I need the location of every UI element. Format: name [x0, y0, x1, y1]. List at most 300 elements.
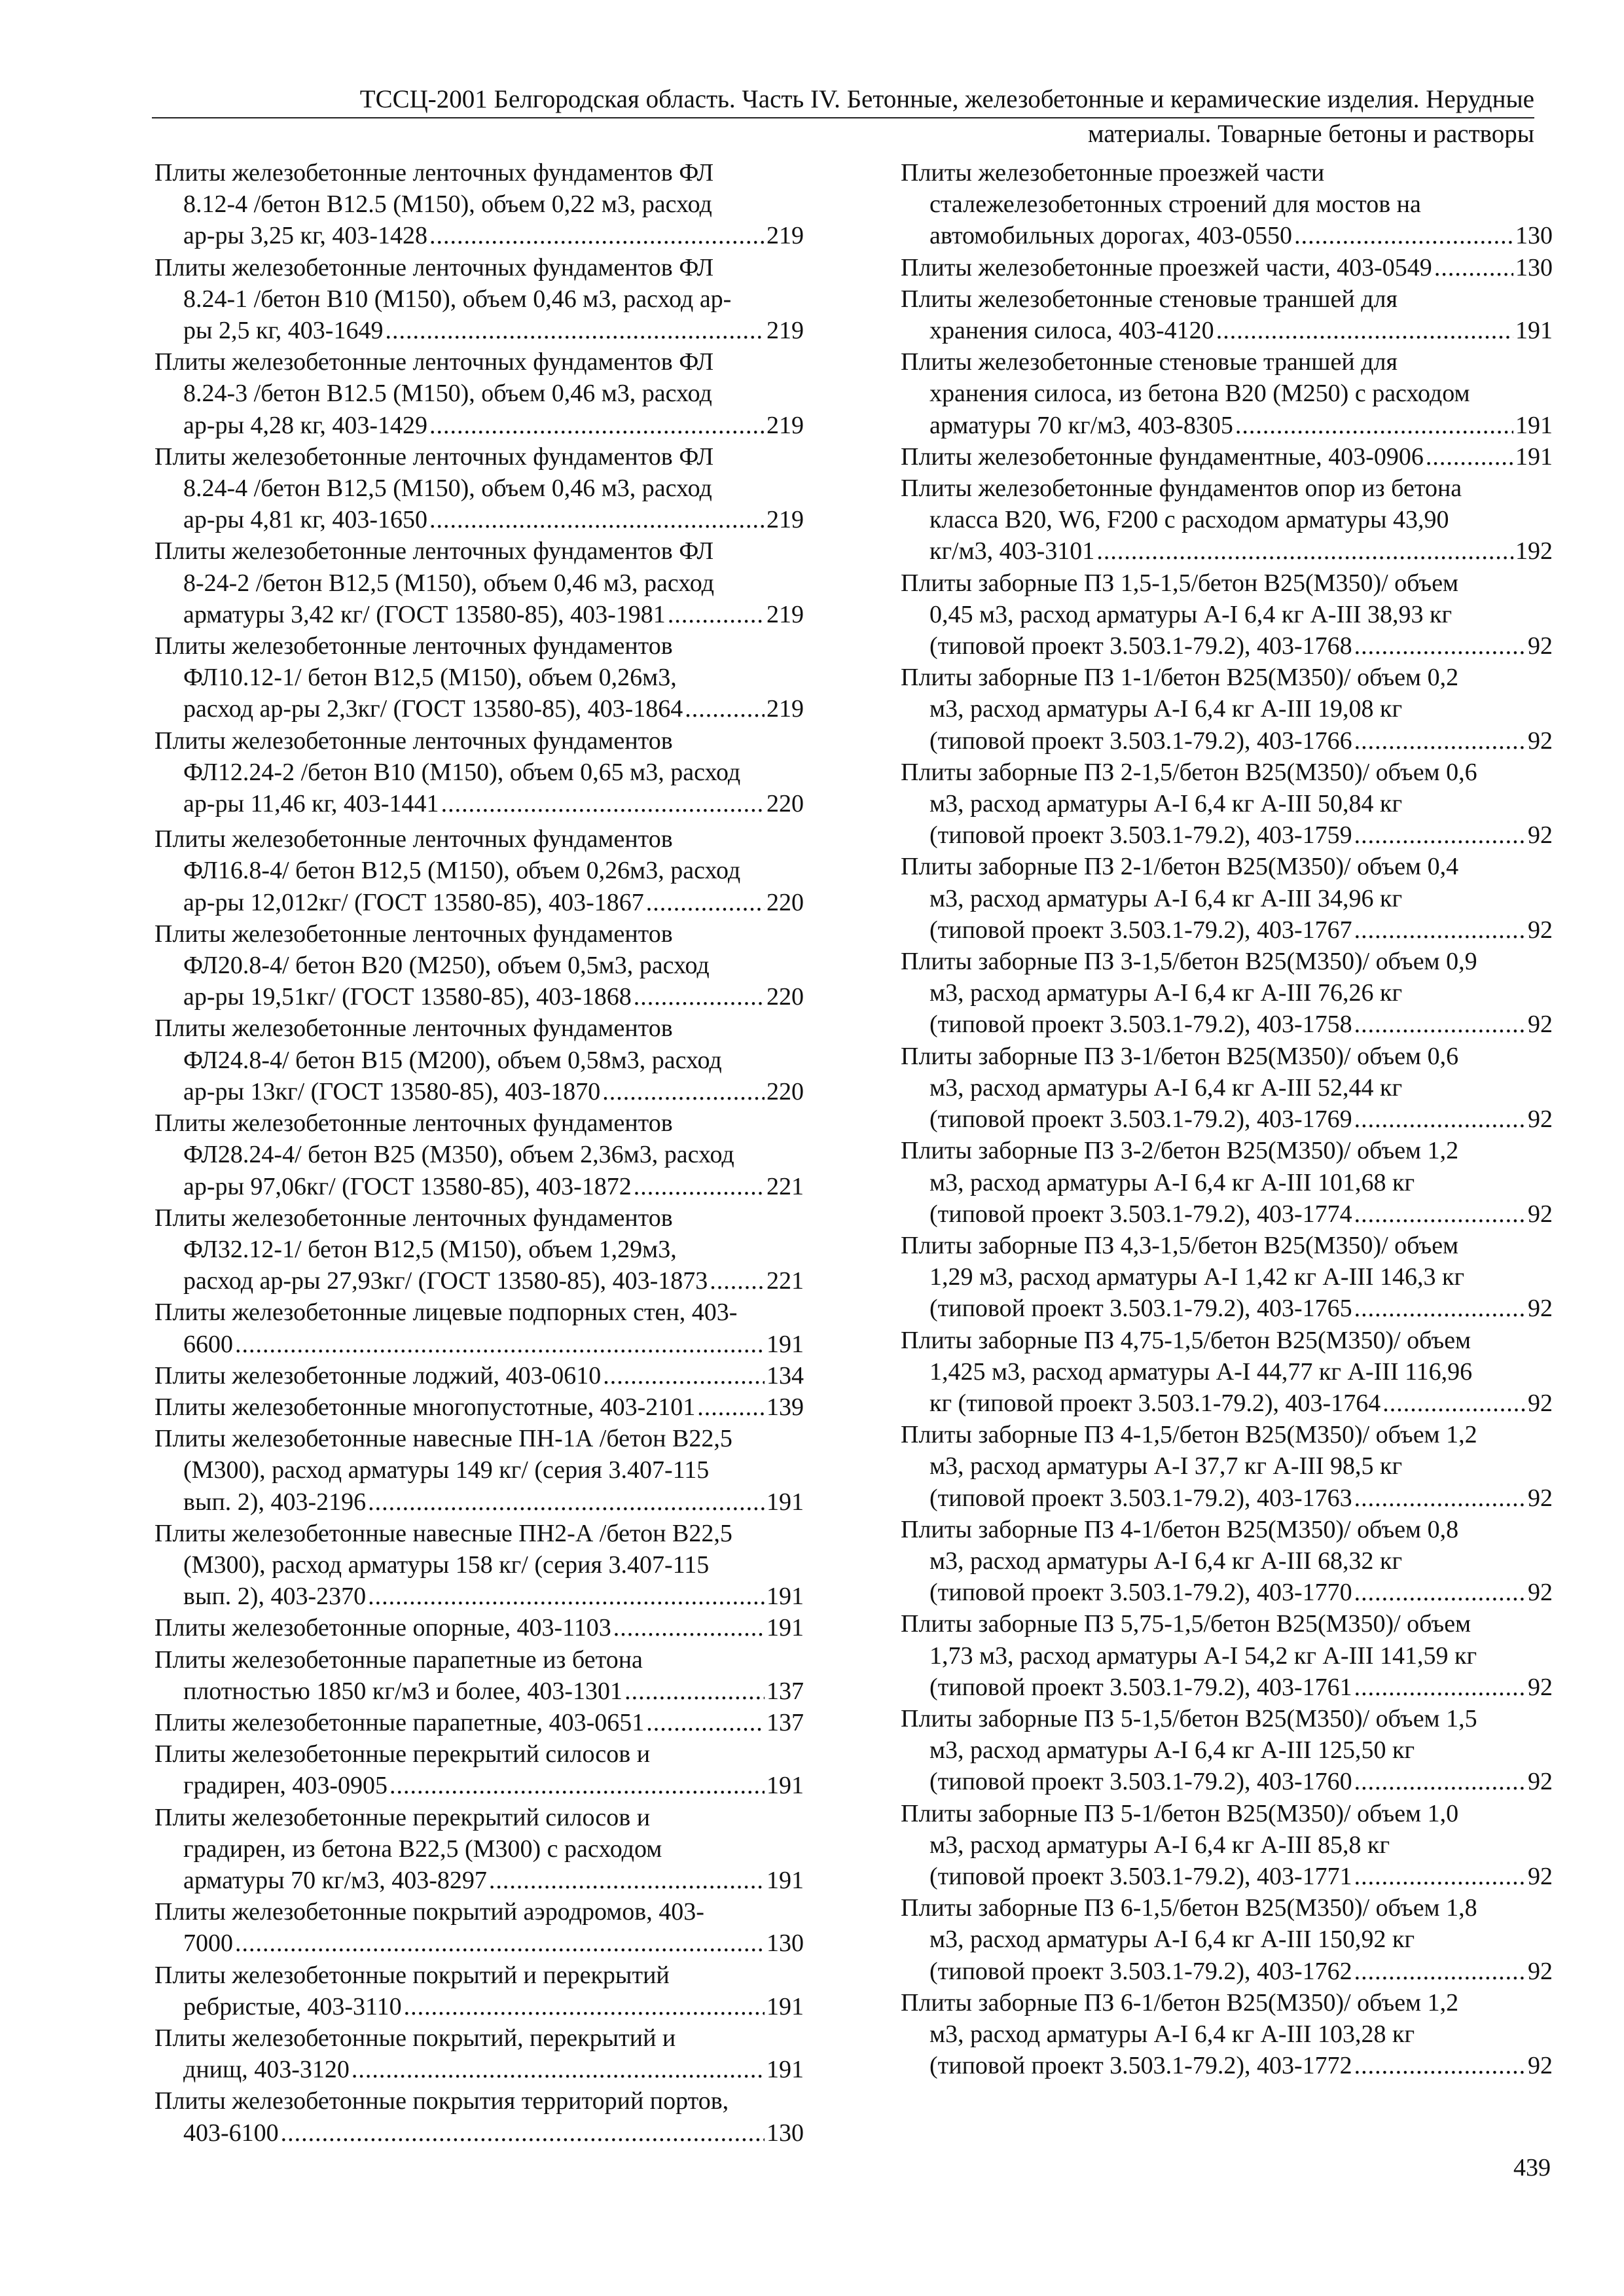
index-entry-line: Плиты железобетонные перекрытий силосов и [154, 1740, 651, 1768]
dot-leader [697, 1391, 765, 1423]
index-entry-line: Плиты железобетонные ленточных фундаментов ФЛ [154, 537, 714, 565]
index-entry-text: ар-ры 12,012кг/ (ГОСТ 13580-85), 403-1867 [183, 888, 644, 916]
index-entry-line: (М300), расход арматуры 158 кг/ (серия 3.407-115 [183, 1551, 710, 1579]
index-entry-text: (типовой проект 3.503.1-79.2), 403-1771 [929, 1862, 1352, 1890]
index-entry-line: Плиты железобетонные ленточных фундаментов [154, 1014, 673, 1043]
index-entry-line [901, 1672, 1553, 1703]
index-entry [154, 1707, 804, 1738]
index-entry [901, 1987, 1553, 2082]
index-entry-text: Плиты железобетонные многопустотные, 403-2101 [154, 1393, 696, 1421]
index-entry-line: Плиты железобетонные стеновые траншей для [901, 285, 1398, 313]
index-entry [901, 946, 1553, 1041]
index-entry [901, 662, 1553, 757]
index-entry [154, 1013, 804, 1107]
index-entry-line [154, 504, 804, 535]
index-entry [901, 441, 1553, 473]
dot-leader [603, 1360, 765, 1391]
index-entry-line [154, 410, 804, 441]
index-entry-line [901, 630, 1553, 662]
index-entry-line: Плиты железобетонные покрытий и перекрытий [154, 1961, 670, 1989]
dot-leader [1216, 315, 1513, 346]
index-entry [901, 1514, 1553, 1609]
index-entry-text: (типовой проект 3.503.1-79.2), 403-1763 [929, 1484, 1352, 1512]
index-entry-text: 403-6100 [183, 2119, 279, 2147]
dot-leader [1354, 630, 1526, 662]
index-entry [901, 757, 1553, 852]
index-entry-line [154, 1581, 804, 1612]
index-entry-line [154, 1865, 804, 1896]
index-page-ref: 137 [767, 1677, 804, 1705]
dot-leader [1354, 914, 1526, 946]
index-entry-text: ар-ры 97,06кг/ (ГОСТ 13580-85), 403-1872 [183, 1172, 632, 1200]
dot-leader [235, 1329, 765, 1360]
index-page-ref: 191 [767, 1866, 804, 1894]
index-entry-line [154, 1265, 804, 1297]
index-entry [154, 1107, 804, 1202]
index-entry-line: м3, расход арматуры А-I 6,4 кг А-III 34,96 кг [929, 884, 1403, 912]
index-entry-line: Плиты заборные ПЗ 4-1,5/бетон В25(М350)/ объем 1,2 [901, 1421, 1477, 1449]
index-page-ref: 92 [1528, 821, 1553, 850]
index-entry-line: Плиты железобетонные покрытий аэродромов, 403- [154, 1898, 704, 1926]
dot-leader [634, 1171, 765, 1202]
index-entry-line: 8.24-4 /бетон В12,5 (М150), объем 0,46 м3, расход [183, 475, 712, 503]
index-entry-line: (М300), расход арматуры 149 кг/ (серия 3.407-115 [183, 1456, 710, 1484]
index-page-ref: 221 [767, 1172, 804, 1200]
dot-leader [1354, 1009, 1526, 1040]
index-entry [154, 1360, 804, 1391]
dot-leader [1354, 2050, 1526, 2081]
dot-leader [1426, 441, 1513, 473]
index-page-ref: 92 [1528, 1389, 1553, 1417]
index-entry [154, 1738, 804, 1801]
index-entry [154, 630, 804, 725]
dot-leader [634, 981, 765, 1013]
index-entry-text: (типовой проект 3.503.1-79.2), 403-1762 [929, 1957, 1352, 1985]
index-page-ref: 92 [1528, 1200, 1553, 1228]
index-entry [901, 567, 1553, 662]
dot-leader [489, 1865, 765, 1896]
index-entry-line: хранения силоса, из бетона В20 (М250) с расходом [929, 380, 1470, 408]
index-entry-text: ар-ры 3,25 кг, 403-1428 [183, 222, 427, 250]
index-page-ref: 130 [767, 1929, 804, 1958]
index-page-ref: 191 [767, 1772, 804, 1800]
index-page-ref: 191 [767, 1992, 804, 2020]
dot-leader [389, 1770, 765, 1801]
index-entry-line [154, 1329, 804, 1360]
index-entry-line: м3, расход арматуры А-I 6,4 кг А-III 50,84 кг [929, 790, 1403, 818]
index-entry [901, 1135, 1553, 1230]
index-entry-line [901, 252, 1553, 283]
index-page-ref: 92 [1528, 1484, 1553, 1512]
index-entry [901, 283, 1553, 346]
index-entry [901, 1703, 1553, 1798]
index-entry-line: м3, расход арматуры А-I 6,4 кг А-III 68,32 кг [929, 1547, 1403, 1575]
index-entry-line: ФЛ20.8-4/ бетон В20 (М250), объем 0,5м3, расход [183, 952, 710, 980]
index-entry [901, 1230, 1553, 1325]
dot-leader [1235, 410, 1513, 441]
index-page-ref: 92 [1528, 726, 1553, 755]
index-entry-text: (типовой проект 3.503.1-79.2), 403-1760 [929, 1768, 1352, 1796]
dot-leader [668, 599, 765, 630]
index-entry-line: сталежелезобетонных строений для мостов на [929, 190, 1421, 219]
index-column-right [901, 157, 1553, 2081]
index-page-ref: 191 [767, 1583, 804, 1611]
index-entry-line [154, 1171, 804, 1202]
index-entry-line: Плиты железобетонные покрытий, перекрытий и [154, 2024, 676, 2052]
index-entry-text: (типовой проект 3.503.1-79.2), 403-1759 [929, 821, 1352, 850]
index-page-ref: 92 [1528, 1105, 1553, 1134]
index-page-ref: 134 [767, 1361, 804, 1390]
index-entry-line [901, 441, 1553, 473]
index-page-ref: 220 [767, 790, 804, 818]
index-entry [154, 1960, 804, 2022]
index-entry-text: расход ар-ры 2,3кг/ (ГОСТ 13580-85), 403-1864 [183, 695, 683, 723]
index-entry [154, 918, 804, 1013]
index-entry-line: Плиты железобетонные фундаментов опор из бетона [901, 475, 1462, 503]
index-page-ref: 139 [767, 1393, 804, 1421]
index-entry-line: 8-24-2 /бетон В12,5 (М150), объем 0,46 м3, расход [183, 569, 714, 597]
index-entry-text: арматуры 3,42 кг/ (ГОСТ 13580-85), 403-1981 [183, 600, 666, 628]
index-entry-line: Плиты заборные ПЗ 1,5-1,5/бетон В25(М350)/ объем [901, 569, 1459, 597]
dot-leader [368, 1581, 765, 1612]
index-entry-line: 1,425 м3, расход арматуры А-I 44,77 кг А-III 116,96 [929, 1357, 1473, 1386]
dot-leader [441, 788, 765, 819]
index-entry-line: Плиты железобетонные навесные ПН-1А /бетон В22,5 [154, 1425, 732, 1453]
index-entry-line [901, 1388, 1553, 1419]
index-entry-line: Плиты заборные ПЗ 3-2/бетон В25(М350)/ объем 1,2 [901, 1137, 1459, 1165]
index-page-ref: 191 [1515, 317, 1553, 345]
index-entry [901, 1325, 1553, 1420]
index-entry-text: кг (типовой проект 3.503.1-79.2), 403-1764 [929, 1389, 1381, 1417]
index-entry-line: Плиты железобетонные ленточных фундаментов ФЛ [154, 159, 714, 187]
dot-leader [1354, 1861, 1526, 1892]
index-entry-text: арматуры 70 кг/м3, 403-8297 [183, 1866, 487, 1894]
index-entry-line: 8.24-3 /бетон В12.5 (М150), объем 0,46 м3, расход [183, 380, 712, 408]
index-entry-line [154, 1076, 804, 1107]
index-entry-line [154, 1707, 804, 1738]
index-entry-line [901, 1198, 1553, 1230]
dot-leader [1294, 220, 1513, 251]
index-entry-line [154, 693, 804, 725]
index-entry-text: Плиты железобетонные лоджий, 403-0610 [154, 1361, 602, 1390]
index-entry-line: 0,45 м3, расход арматуры А-I 6,4 кг А-III 38,93 кг [929, 600, 1453, 628]
index-entry-line: ФЛ10.12-1/ бетон В12,5 (М150), объем 0,26м3, [183, 664, 677, 692]
index-entry-line [901, 1577, 1553, 1608]
index-page-ref: 219 [767, 317, 804, 345]
index-entry-line [901, 1103, 1553, 1135]
index-entry [154, 823, 804, 918]
index-entry-text: ар-ры 13кг/ (ГОСТ 13580-85), 403-1870 [183, 1077, 601, 1105]
index-entry-line: м3, расход арматуры А-I 6,4 кг А-III 150,92 кг [929, 1926, 1415, 1954]
index-page-ref: 191 [1515, 442, 1553, 471]
dot-leader [281, 2117, 765, 2149]
index-page-ref: 219 [767, 506, 804, 534]
index-entry-line [154, 1391, 804, 1423]
index-entry-line: Плиты железобетонные стеновые траншей для [901, 348, 1398, 376]
index-entry-line [901, 1293, 1553, 1324]
index-page-ref: 219 [767, 222, 804, 250]
index-entry-text: 7000 [183, 1929, 233, 1958]
index-entry-line [154, 315, 804, 346]
dot-leader [624, 1676, 765, 1707]
index-entry-line [154, 1991, 804, 2022]
dot-leader [685, 693, 765, 725]
dot-leader [1096, 535, 1513, 567]
index-entry-line: м3, расход арматуры А-I 6,4 кг А-III 125,50 кг [929, 1736, 1415, 1765]
dot-leader [235, 1928, 765, 1959]
index-entry-line: 1,29 м3, расход арматуры А-I 1,42 кг А-III 146,3 кг [929, 1263, 1465, 1291]
index-entry [154, 1802, 804, 1897]
index-entry-line [901, 1482, 1553, 1514]
index-column-left [154, 157, 804, 2149]
index-entry-text: ар-ры 11,46 кг, 403-1441 [183, 790, 439, 818]
index-entry-text: Плиты железобетонные фундаментные, 403-0906 [901, 442, 1424, 471]
index-entry-line: 8.24-1 /бетон В10 (М150), объем 0,46 м3, расход ар- [183, 285, 732, 313]
index-entry-text: (типовой проект 3.503.1-79.2), 403-1767 [929, 916, 1352, 944]
index-entry-line: м3, расход арматуры А-I 6,4 кг А-III 19,08 кг [929, 695, 1403, 723]
index-entry-text: (типовой проект 3.503.1-79.2), 403-1765 [929, 1295, 1352, 1323]
running-header [152, 84, 1534, 149]
dot-leader [1354, 1103, 1526, 1135]
index-entry [154, 1297, 804, 1359]
index-entry [154, 1612, 804, 1643]
dot-leader [1354, 819, 1526, 851]
dot-leader [429, 410, 765, 441]
index-page-ref: 220 [767, 1077, 804, 1105]
index-entry-line [154, 220, 804, 251]
index-entry-line [154, 981, 804, 1013]
index-entry [154, 1423, 804, 1518]
index-entry-line: Плиты заборные ПЗ 4,3-1,5/бетон В25(М350)/ объем [901, 1231, 1459, 1259]
index-entry-line: Плиты железобетонные ленточных фундаментов ФЛ [154, 442, 714, 471]
index-entry-line: м3, расход арматуры А-I 6,4 кг А-III 101,68 кг [929, 1168, 1415, 1196]
index-entry-line: Плиты заборные ПЗ 4-1/бетон В25(М350)/ объем 0,8 [901, 1515, 1459, 1543]
index-entry [901, 157, 1553, 252]
index-entry-line: Плиты железобетонные лицевые подпорных стен, 403- [154, 1299, 738, 1327]
index-page-ref: 92 [1528, 2052, 1553, 2080]
index-entry [901, 1419, 1553, 1514]
index-entry-text: плотностью 1850 кг/м3 и более, 403-1301 [183, 1677, 623, 1705]
dot-leader [602, 1076, 765, 1107]
index-entry-text: расход ар-ры 27,93кг/ (ГОСТ 13580-85), 403-1873 [183, 1267, 708, 1295]
dot-leader [1354, 1672, 1526, 1703]
index-entry-text: Плиты железобетонные опорные, 403-1103 [154, 1614, 611, 1642]
index-entry-text: автомобильных дорогах, 403-0550 [929, 222, 1293, 250]
index-entry-line [154, 1676, 804, 1707]
index-entry-line [154, 599, 804, 630]
index-entry-text: ар-ры 4,28 кг, 403-1429 [183, 411, 427, 439]
index-entry-text: ар-ры 19,51кг/ (ГОСТ 13580-85), 403-1868 [183, 983, 632, 1011]
index-entry-line: Плиты железобетонные навесные ПН2-А /бетон В22,5 [154, 1519, 732, 1547]
index-entry [901, 346, 1553, 441]
index-page-ref: 219 [767, 695, 804, 723]
index-entry-line: Плиты железобетонные парапетные из бетона [154, 1645, 643, 1674]
index-page-ref: 130 [1515, 222, 1553, 250]
index-page-ref: 221 [767, 1267, 804, 1295]
index-entry-line: Плиты заборные ПЗ 6-1/бетон В25(М350)/ объем 1,2 [901, 1988, 1459, 2017]
index-page-ref: 191 [767, 1614, 804, 1642]
index-page-ref: 92 [1528, 1579, 1553, 1607]
index-entry-text: Плиты железобетонные проезжей части, 403-0549 [901, 253, 1432, 281]
index-entry [901, 1798, 1553, 1893]
index-entry-line [901, 410, 1553, 441]
index-page-ref: 92 [1528, 632, 1553, 660]
index-entry [154, 1896, 804, 1959]
index-page-ref: 191 [1515, 411, 1553, 439]
index-entry-line: Плиты железобетонные ленточных фундаментов ФЛ [154, 348, 714, 376]
index-entry [901, 1892, 1553, 1987]
index-entry [154, 725, 804, 820]
index-entry-text: градирен, 403-0905 [183, 1772, 388, 1800]
index-entry-line: м3, расход арматуры А-I 6,4 кг А-III 76,26 кг [929, 979, 1403, 1007]
index-entry-line: Плиты заборные ПЗ 5-1/бетон В25(М350)/ объем 1,0 [901, 1799, 1459, 1827]
dot-leader [352, 2054, 765, 2085]
index-entry-text: (типовой проект 3.503.1-79.2), 403-1761 [929, 1673, 1352, 1701]
index-entry-line: ФЛ28.24-4/ бетон В25 (М350), объем 2,36м3, расход [183, 1141, 734, 1169]
index-entry-line: ФЛ12.24-2 /бетон В10 (М150), объем 0,65 м3, расход [183, 758, 741, 786]
index-entry [154, 1391, 804, 1423]
dot-leader [1434, 252, 1513, 283]
dot-leader [1354, 1577, 1526, 1608]
index-entry-line [901, 1766, 1553, 1797]
index-entry-line [154, 887, 804, 918]
dot-leader [646, 887, 765, 918]
index-entry [901, 252, 1553, 283]
index-entry-line: Плиты железобетонные ленточных фундаментов [154, 1109, 673, 1138]
index-entry-line: м3, расход арматуры А-I 6,4 кг А-III 85,8 кг [929, 1831, 1390, 1859]
index-page-ref: 137 [767, 1708, 804, 1736]
index-entry-line [901, 315, 1553, 346]
page-number: 439 [1513, 2154, 1551, 2181]
index-entry-line [154, 2054, 804, 2085]
index-page-ref: 192 [1515, 537, 1553, 565]
dot-leader [1354, 725, 1526, 757]
index-entry-line: м3, расход арматуры А-I 37,7 кг А-III 98,5 кг [929, 1452, 1403, 1480]
index-entry-line: 1,73 м3, расход арматуры А-I 54,2 кг А-III 141,59 кг [929, 1641, 1477, 1670]
index-entry [154, 535, 804, 630]
index-page-ref: 220 [767, 983, 804, 1011]
index-entry-line: Плиты железобетонные ленточных фундаментов [154, 632, 673, 660]
index-entry-text: вып. 2), 403-2370 [183, 1583, 367, 1611]
index-entry-line: Плиты заборные ПЗ 3-1,5/бетон В25(М350)/ объем 0,9 [901, 948, 1477, 976]
index-page-ref: 219 [767, 411, 804, 439]
index-entry-line [901, 2050, 1553, 2081]
index-entry [901, 1608, 1553, 1703]
index-page-ref: 191 [767, 1330, 804, 1358]
index-entry-line: Плиты заборные ПЗ 4,75-1,5/бетон В25(М350)/ объем [901, 1326, 1471, 1354]
index-page-ref: 92 [1528, 1862, 1553, 1890]
index-page-ref: 191 [767, 2056, 804, 2084]
index-entry-line: Плиты заборные ПЗ 3-1/бетон В25(М350)/ объем 0,6 [901, 1042, 1459, 1070]
dot-leader [385, 315, 765, 346]
index-entry-line [154, 1360, 804, 1391]
dot-leader [710, 1265, 765, 1297]
index-entry-line: Плиты железобетонные покрытия территорий портов, [154, 2087, 729, 2115]
index-entry-line [154, 1486, 804, 1518]
index-entry-text: ар-ры 4,81 кг, 403-1650 [183, 506, 427, 534]
index-entry-line: м3, расход арматуры А-I 6,4 кг А-III 52,44 кг [929, 1073, 1403, 1102]
dot-leader [368, 1486, 765, 1518]
index-entry-text: (типовой проект 3.503.1-79.2), 403-1774 [929, 1200, 1352, 1228]
dot-leader [1354, 1766, 1526, 1797]
index-entry-line [154, 1928, 804, 1959]
index-entry-line: ФЛ16.8-4/ бетон В12,5 (М150), объем 0,26м3, расход [183, 857, 741, 885]
index-entry-text: (типовой проект 3.503.1-79.2), 403-1768 [929, 632, 1352, 660]
index-entry-line [901, 819, 1553, 851]
index-page-ref: 130 [767, 2119, 804, 2147]
index-entry-line: Плиты железобетонные проезжей части [901, 159, 1325, 187]
index-entry [154, 2085, 804, 2148]
dot-leader [613, 1612, 765, 1643]
index-entry-line: ФЛ24.8-4/ бетон В15 (М200), объем 0,58м3, расход [183, 1046, 722, 1074]
index-entry [901, 473, 1553, 567]
index-entry-text: (типовой проект 3.503.1-79.2), 403-1769 [929, 1105, 1352, 1134]
index-entry-text: хранения силоса, 403-4120 [929, 317, 1214, 345]
index-entry [901, 1041, 1553, 1136]
index-entry-text: 6600 [183, 1330, 233, 1358]
index-entry-line: м3, расход арматуры А-I 6,4 кг А-III 103,28 кг [929, 2020, 1415, 2048]
index-entry-line: Плиты железобетонные ленточных фундаментов [154, 726, 673, 755]
index-entry-line: ФЛ32.12-1/ бетон В12,5 (М150), объем 1,29м3, [183, 1235, 677, 1263]
index-page-ref: 219 [767, 600, 804, 628]
dot-leader [429, 220, 765, 251]
header-line-2: материалы. Товарные бетоны и растворы [1087, 120, 1534, 148]
index-page-ref: 92 [1528, 916, 1553, 944]
index-entry-text: (типовой проект 3.503.1-79.2), 403-1772 [929, 2052, 1352, 2080]
index-entry-line: Плиты железобетонные ленточных фундаментов [154, 920, 673, 948]
index-entry-line [901, 535, 1553, 567]
index-page-ref: 220 [767, 888, 804, 916]
dot-leader [429, 504, 765, 535]
index-entry-line: Плиты железобетонные ленточных фундаментов [154, 1204, 673, 1232]
index-page-ref: 130 [1515, 253, 1553, 281]
dot-leader [1354, 1956, 1526, 1987]
index-entry-line: Плиты заборные ПЗ 2-1/бетон В25(М350)/ объем 0,4 [901, 853, 1459, 881]
index-entry-text: Плиты железобетонные парапетные, 403-0651 [154, 1708, 645, 1736]
index-entry-line [901, 1009, 1553, 1040]
index-page-ref: 92 [1528, 1768, 1553, 1796]
index-entry-text: вып. 2), 403-2196 [183, 1488, 367, 1516]
dot-leader [1354, 1293, 1526, 1324]
index-entry-text: (типовой проект 3.503.1-79.2), 403-1766 [929, 726, 1352, 755]
dot-leader [1354, 1482, 1526, 1514]
index-entry [154, 1644, 804, 1707]
index-entry [901, 851, 1553, 946]
index-page-ref: 92 [1528, 1957, 1553, 1985]
index-entry-line: Плиты заборные ПЗ 5-1,5/бетон В25(М350)/ объем 1,5 [901, 1704, 1477, 1732]
index-page-ref: 92 [1528, 1011, 1553, 1039]
index-entry-line [901, 1861, 1553, 1892]
index-entry-line: Плиты заборные ПЗ 2-1,5/бетон В25(М350)/ объем 0,6 [901, 758, 1477, 786]
index-entry-text: арматуры 70 кг/м3, 403-8305 [929, 411, 1233, 439]
index-entry-text: ребристые, 403-3110 [183, 1992, 402, 2020]
index-entry-text: (типовой проект 3.503.1-79.2), 403-1758 [929, 1011, 1352, 1039]
dot-leader [646, 1707, 765, 1738]
index-page-ref: 92 [1528, 1295, 1553, 1323]
header-line-1: ТССЦ-2001 Белгородская область. Часть IV. Бетонные, железобетонные и керамические изделия. Нерудные [152, 84, 1534, 118]
index-entry-line: 8.12-4 /бетон В12.5 (М150), объем 0,22 м3, расход [183, 190, 712, 219]
index-entry-line [154, 1612, 804, 1643]
dot-leader [1382, 1388, 1526, 1419]
index-entry-line [154, 2117, 804, 2149]
index-entry-line: Плиты железобетонные ленточных фундаментов ФЛ [154, 253, 714, 281]
index-page-ref: 92 [1528, 1673, 1553, 1701]
index-entry-line [154, 1770, 804, 1801]
index-entry [154, 1518, 804, 1613]
dot-leader [404, 1991, 765, 2022]
index-entry-line [154, 788, 804, 819]
index-entry-line [901, 914, 1553, 946]
